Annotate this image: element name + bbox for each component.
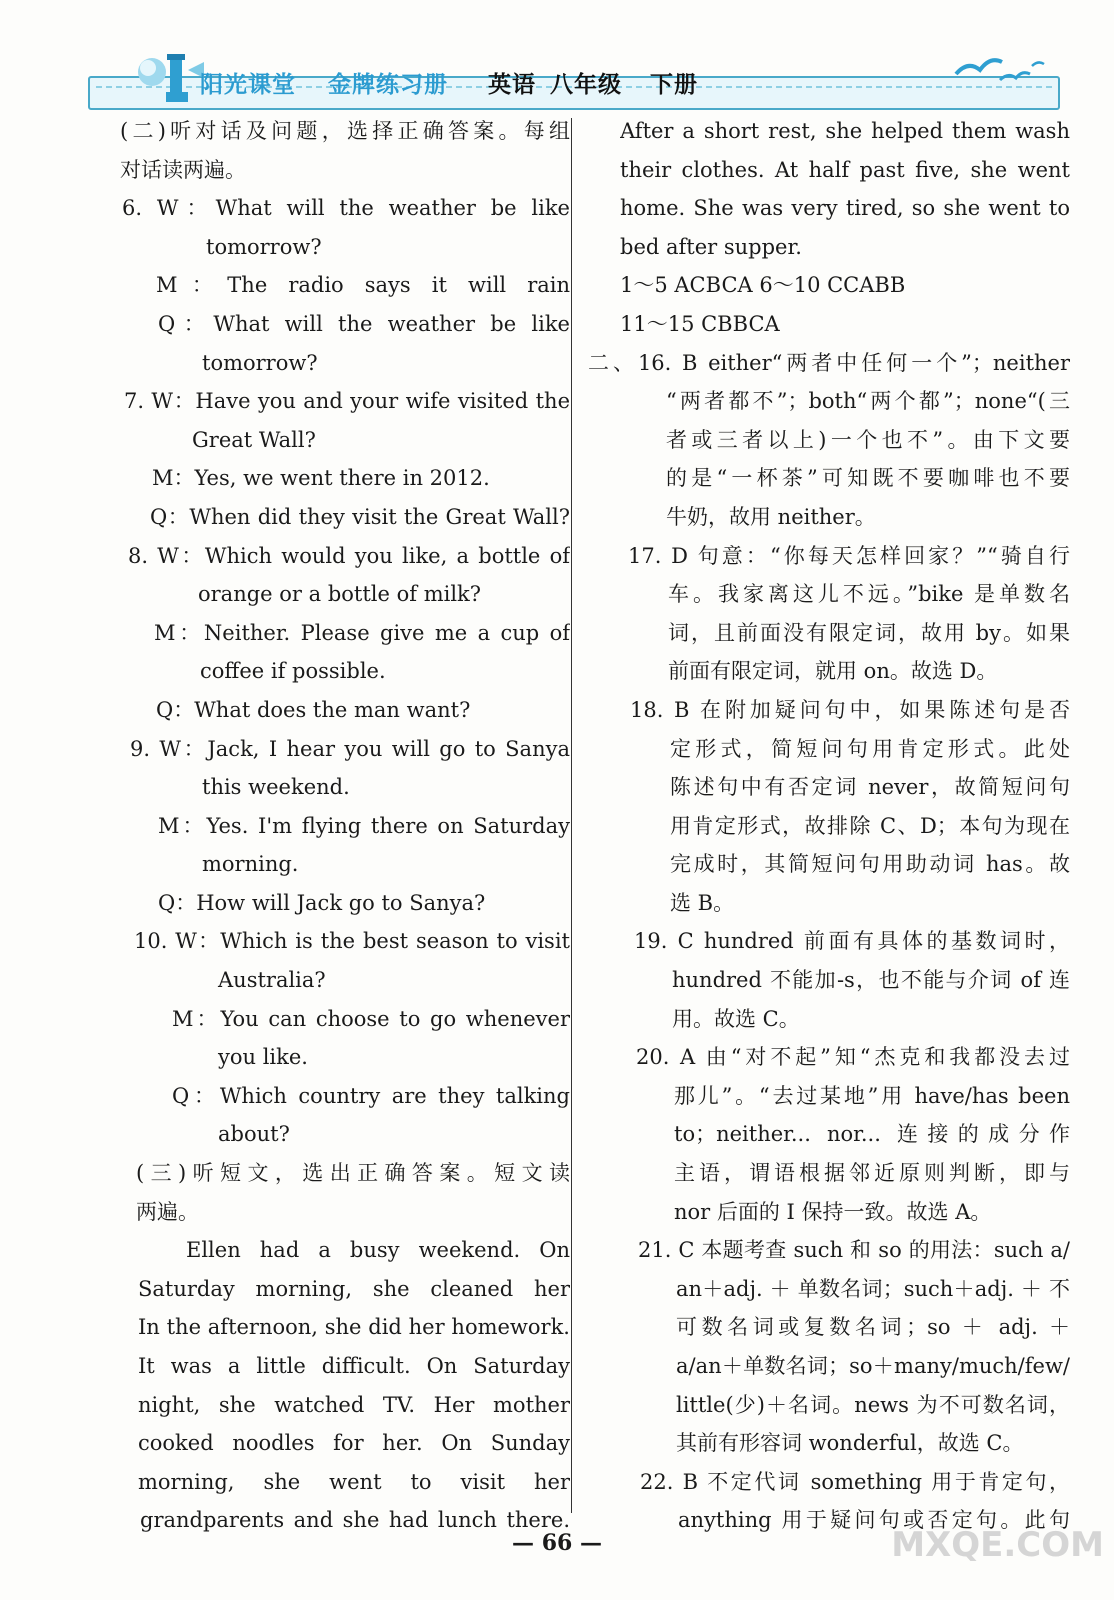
text-line: Australia? bbox=[218, 968, 326, 993]
text-line: anything 用于疑问句或否定句。此句 bbox=[678, 1508, 1070, 1533]
text-line: 17. D 句意：“你每天怎样回家？”“骑自行 bbox=[628, 543, 1070, 568]
text-line: 11～15 CBBCA bbox=[620, 311, 780, 336]
text-line: a/an＋单数名词；so＋many/much/few/ bbox=[676, 1354, 1070, 1378]
page-header bbox=[88, 48, 1058, 110]
text-line: “两者都不”；both“两个都”；none“(三 bbox=[666, 389, 1070, 414]
text-line: home. She was very tired, so she went to bbox=[620, 196, 1070, 221]
text-line: After a short rest, she helped them wash bbox=[620, 119, 1070, 143]
left-column bbox=[120, 112, 570, 1540]
text-line: 那儿”。“去过某地”用 have/has been bbox=[674, 1083, 1070, 1108]
text-line: orange or a bottle of milk? bbox=[198, 582, 482, 607]
text-line: 9. W：Jack, I hear you will go to Sanya bbox=[130, 736, 570, 761]
text-line: morning, she went to visit her bbox=[138, 1469, 570, 1494]
text-line: 定形式，简短问句用肯定形式。此处 bbox=[670, 736, 1070, 761]
text-line: 用肯定形式，故排除 C、D；本句为现在 bbox=[670, 813, 1070, 838]
text-line: tomorrow? bbox=[206, 234, 322, 259]
text-line: M：Yes. I'm flying there on Saturday bbox=[158, 813, 570, 838]
text-line: In the afternoon, she did her homework. bbox=[138, 1315, 570, 1340]
text-line: M：You can choose to go whenever bbox=[172, 1006, 570, 1031]
text-line: bed after supper. bbox=[620, 234, 802, 259]
grade: 八年级 bbox=[550, 72, 622, 98]
text-line: 20. A 由“对不起”知“杰克和我都没去过 bbox=[636, 1045, 1070, 1070]
text-line: nor 后面的 I 保持一致。故选 A。 bbox=[674, 1199, 992, 1224]
text-line: their clothes. At half past five, she went bbox=[620, 157, 1070, 182]
text-line: Q：Which country are they talking bbox=[172, 1083, 570, 1108]
volume: 下册 bbox=[650, 72, 698, 98]
brand-name: 阳光课堂 bbox=[200, 72, 296, 98]
text-line: M：Yes, we went there in 2012. bbox=[152, 466, 490, 491]
text-line: 可数名词或复数名词；so ＋ adj. ＋ bbox=[676, 1315, 1070, 1340]
text-line: this weekend. bbox=[202, 775, 350, 800]
text-line: 陈述句中有否定词 never，故简短问句 bbox=[670, 775, 1070, 800]
text-line: Q：When did they visit the Great Wall? bbox=[150, 504, 570, 529]
text-line: 21. C 本题考查 such 和 so 的用法：such a/ bbox=[638, 1238, 1070, 1263]
text-line: little(少)＋名词。news 为不可数名词， bbox=[676, 1392, 1070, 1417]
text-line: Saturday morning, she cleaned her bbox=[138, 1276, 570, 1301]
text-line: 其前有形容词 wonderful，故选 C。 bbox=[676, 1431, 1024, 1456]
text-line: 词，且前面没有限定词，故用 by。如果 bbox=[668, 620, 1070, 645]
watermark: MXQE.COM bbox=[891, 1525, 1104, 1565]
text-line: 完成时，其简短问句用助动词 has。故 bbox=[670, 852, 1070, 877]
text-line: Ellen had a busy weekend. On bbox=[186, 1238, 570, 1263]
text-line: 者或三者以上)一个也不”。由下文要 bbox=[666, 427, 1070, 452]
text-line: morning. bbox=[202, 852, 299, 877]
text-line: 前面有限定词，就用 on。故选 D。 bbox=[668, 659, 998, 684]
text-line: 7. W：Have you and your wife visited the bbox=[124, 389, 570, 414]
text-line: 主语，谓语根据邻近原则判断，即与 bbox=[674, 1161, 1070, 1186]
text-line: (二)听对话及问题，选择正确答案。每组 bbox=[120, 119, 570, 143]
text-line: 用。故选 C。 bbox=[672, 1006, 800, 1031]
text-line: 10. W：Which is the best season to visit bbox=[134, 929, 570, 954]
text-line: 的是“一杯茶”可知既不要咖啡也不要 bbox=[666, 466, 1070, 491]
right-column bbox=[588, 112, 1070, 1540]
text-line: 牛奶，故用 neither。 bbox=[666, 504, 876, 529]
text-line: 22. B 不定代词 something 用于肯定句， bbox=[640, 1469, 1070, 1494]
text-line: 19. C hundred 前面有具体的基数词时， bbox=[634, 929, 1070, 954]
text-line: 选 B。 bbox=[670, 890, 735, 915]
text-line: 两遍。 bbox=[136, 1199, 199, 1224]
text-line: tomorrow? bbox=[202, 350, 318, 375]
series-name: 金牌练习册 bbox=[328, 72, 448, 98]
text-line: Q：How will Jack go to Sanya? bbox=[158, 890, 486, 915]
text-line: 6. W：What will the weather be like bbox=[122, 196, 570, 221]
birds-decoration-icon bbox=[946, 48, 1056, 88]
text-line: 二、16. B either“两者中任何一个”；neither bbox=[588, 350, 1070, 375]
subject: 英语 bbox=[488, 72, 536, 98]
text-line: Q：What will the weather be like bbox=[158, 311, 570, 336]
text-line: coffee if possible. bbox=[200, 659, 386, 684]
text-line: M：Neither. Please give me a cup of bbox=[154, 620, 570, 645]
text-line: It was a little difficult. On Saturday bbox=[138, 1354, 570, 1378]
text-line: Great Wall? bbox=[192, 427, 316, 452]
text-line: (三)听短文，选出正确答案。短文读 bbox=[136, 1161, 570, 1186]
text-line: cooked noodles for her. On Sunday bbox=[138, 1431, 570, 1456]
text-line: about? bbox=[218, 1122, 290, 1147]
text-line: 对话读两遍。 bbox=[120, 157, 246, 182]
text-line: 8. W：Which would you like, a bottle of bbox=[128, 543, 570, 568]
text-line: an＋adj. ＋ 单数名词；such＋adj. ＋ 不 bbox=[676, 1276, 1070, 1301]
text-line: 18. B 在附加疑问句中，如果陈述句是否 bbox=[630, 697, 1070, 722]
text-line: you like. bbox=[218, 1045, 308, 1070]
text-line: Q：What does the man want? bbox=[156, 697, 471, 722]
text-line: hundred 不能加-s，也不能与介词 of 连 bbox=[672, 968, 1070, 993]
page-number: — 66 — bbox=[512, 1530, 602, 1556]
text-line: 1～5 ACBCA 6～10 CCABB bbox=[620, 273, 906, 298]
text-line: grandparents and she had lunch there. bbox=[140, 1508, 570, 1533]
text-line: M：The radio says it will rain bbox=[156, 273, 570, 298]
column-divider bbox=[571, 118, 572, 1513]
text-line: to；neither... nor... 连接的成分作 bbox=[674, 1122, 1070, 1147]
text-line: 车。我家离这儿不远。”bike 是单数名 bbox=[668, 582, 1070, 607]
text-line: night, she watched TV. Her mother bbox=[138, 1392, 570, 1417]
